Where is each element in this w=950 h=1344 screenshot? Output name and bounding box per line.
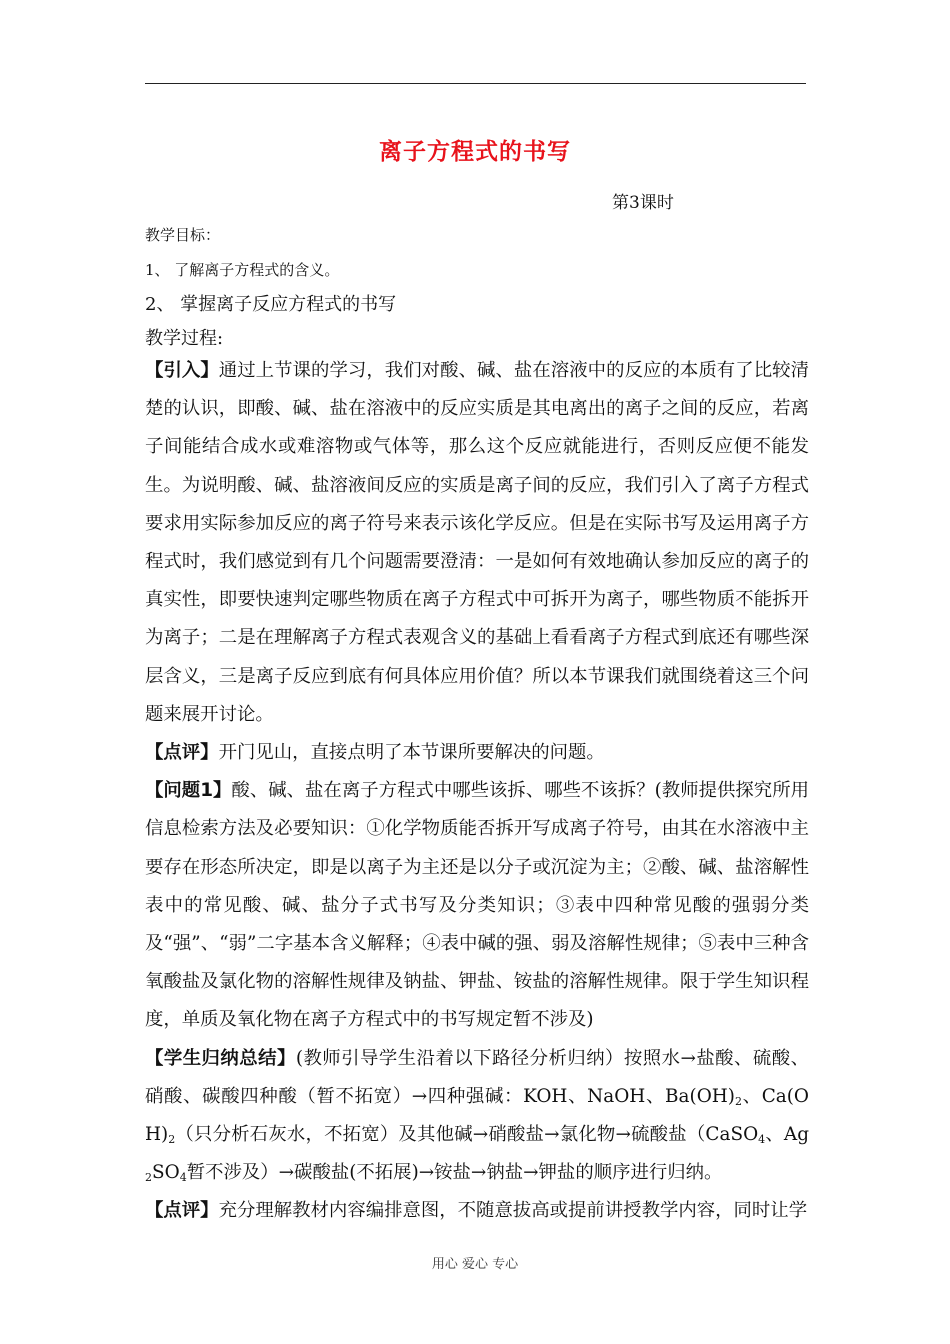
subscript: 2: [168, 1133, 176, 1147]
comment-paragraph-1: [145, 734, 809, 772]
comment-text-1: 开门见山，直接点明了本节课所要解决的问题。: [218, 742, 605, 764]
subscript: 4: [758, 1133, 766, 1147]
page-footer: 用心 爱心 专心: [431, 1257, 519, 1272]
subscript: 2: [145, 1171, 152, 1185]
comment-text-2: 充分理解教材内容编排意图，不随意拔高或提前讲授教学内容，同时让学: [218, 1200, 808, 1222]
objectives-heading: 教学目标：: [145, 226, 221, 244]
summary-text-4: 、Ag: [765, 1124, 809, 1146]
summary-text-3: （只分析石灰水，不拓宽）及其他碱→硝酸盐→氯化物→硫酸盐（CaSO: [175, 1124, 759, 1146]
process-heading: 教学过程:: [145, 328, 224, 349]
lesson-period: 第3课时: [612, 193, 674, 213]
intro-paragraph: [145, 352, 809, 734]
question-text-1: 酸、碱、盐在离子方程式中哪些该拆、哪些不该拆？(教师提供探究所用信息检索方法及必要知识：①化学物质能否拆开写成离子符号，由其在水溶液中主要存在形态所决定，即是以离子为主还是以分子或沉淀为主；②酸、碱、盐溶解性表中的常见酸、碱、盐分子式书写及分类知识；③表中四种常见酸的强弱分类及“强”、“弱”二字基本含义解释；④表中碱的强、弱及溶解性规律；⑤表中三种含氧酸盐及氯化物的溶解性规律及钠盐、钾盐、铵盐的溶解性规律。限于学生知识程度，单质及氧化物在离子方程式中的书写规定暂不涉及): [145, 780, 810, 1031]
question-tag-1: 【问题1】: [145, 780, 232, 802]
summary-text-2: 、Ca(OH): [145, 1085, 809, 1146]
comment-tag-1: 【点评】: [145, 742, 219, 764]
summary-text-6: 暂不涉及）→碳酸盐(不拓展)→铵盐→钠盐→钾盐的顺序进行归纳。: [186, 1162, 723, 1184]
comment-tag-2: 【点评】: [145, 1200, 219, 1222]
subscript: 4: [179, 1171, 187, 1185]
subscript: 2: [734, 1094, 742, 1108]
question-paragraph-1: [145, 772, 809, 1039]
objective-item-1: 1、 了解离子方程式的含义。: [145, 261, 340, 279]
intro-text: 通过上节课的学习，我们对酸、碱、盐在溶液中的反应的本质有了比较清楚的认识，即酸、碱、盐在溶液中的反应实质是其电离出的离子之间的反应，若离子间能结合成水或难溶物或气体等，那么这个反应就能进行，否则反应便不能发生。为说明酸、碱、盐溶液间反应的实质是离子间的反应，我们引入了离子方程式要求用实际参加反应的离子符号来表示该化学反应。但是在实际书写及运用离子方程式时，我们感觉到有几个问题需要澄清：一是如何有效地确认参加反应的离子的真实性，即要快速判定哪些物质在离子方程式中可拆开为离子，哪些物质不能拆开为离子；二是在理解离子方程式表观含义的基础上看看离子方程式到底还有哪些深层含义，三是离子反应到底有何具体应用价值？所以本节课我们就围绕着这三个问题来展开讨论。: [145, 360, 809, 725]
page-title: 离子方程式的书写: [379, 139, 571, 165]
summary-text-1: (教师引导学生沿着以下路径分析归纳）按照水→盐酸、硫酸、硝酸、碳酸四种酸（暂不拓宽）→四种强碱：KOH、NaOH、Ba(OH): [145, 1047, 809, 1107]
summary-tag: 【学生归纳总结】: [145, 1047, 296, 1069]
comment-paragraph-2: [145, 1192, 809, 1230]
objective-item-2: 2、 掌握离子反应方程式的书写: [145, 294, 397, 315]
header-rule: [145, 83, 806, 84]
intro-tag: 【引入】: [145, 360, 219, 381]
summary-text-5: SO: [152, 1162, 180, 1184]
lesson-body: [145, 352, 809, 1231]
summary-paragraph: [145, 1040, 809, 1193]
